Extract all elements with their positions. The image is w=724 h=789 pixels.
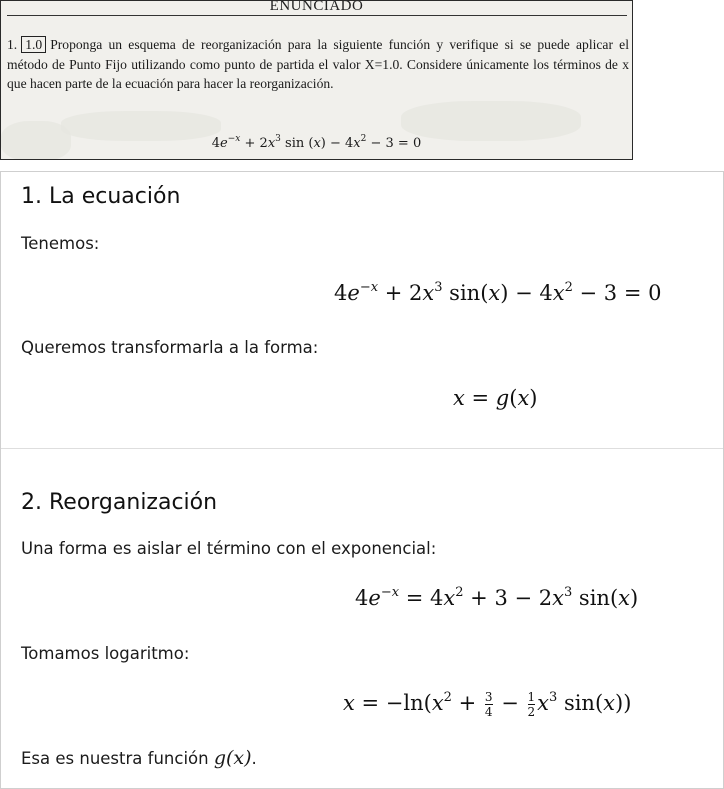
section1-transform-text: Queremos transformarla a la forma: <box>21 338 319 357</box>
statement-equation: $4e^{-x} + 2x^3$ $\sin (x) - 4x^2 - 3 = 0$ <box>211 134 422 151</box>
title-underline <box>7 15 627 16</box>
equation-fixed-point-form: x = g(x) <box>453 386 538 410</box>
section2-heading: 2. Reorganización <box>21 490 218 515</box>
section2-text1: Una forma es aislar el término con el exponencial: <box>21 539 437 558</box>
problem-statement-scan <box>0 0 633 160</box>
statement-title: ENUNCIADO <box>269 0 364 14</box>
section2-text2: Tomamos logaritmo: <box>21 644 190 663</box>
conclusion-period: . <box>251 749 257 768</box>
statement-text: Proponga un esquema de reorganización para la siguiente función y verifique si se puede aplicar el método de Punto Fijo utilizando como punto de partida el valor X=1.0. Considere únicamente los términos de x que hacen parte de la ecuación para hacer la reorganización. <box>7 37 629 91</box>
points-box: 1.0 <box>21 36 46 53</box>
section1-heading: 1. La ecuación <box>21 184 181 209</box>
section-divider <box>1 448 723 449</box>
conclusion-text: Esa es nuestra función <box>21 749 209 768</box>
section1-intro: Tenemos: <box>21 234 100 253</box>
statement-text-block <box>7 35 629 94</box>
conclusion-gx: g(x) <box>213 747 252 769</box>
equation-original: $4e^{-x} + 2x^3$ $\sin(x) - 4x^2 - 3 = 0$ <box>334 280 662 305</box>
answer-panel <box>0 171 724 789</box>
equation-g-of-x: $x = -\ln(x^2$ + $\frac{3}{4}$ − $\frac{1}{2}$ $x^3$ sin(x)) <box>343 690 632 719</box>
question-number: 1. <box>7 37 18 52</box>
equation-isolated-exponential: $4e^{-x} = 4x^2 + 3 - 2x^3$ sin(x) <box>355 585 639 610</box>
section2-conclusion <box>21 747 257 769</box>
